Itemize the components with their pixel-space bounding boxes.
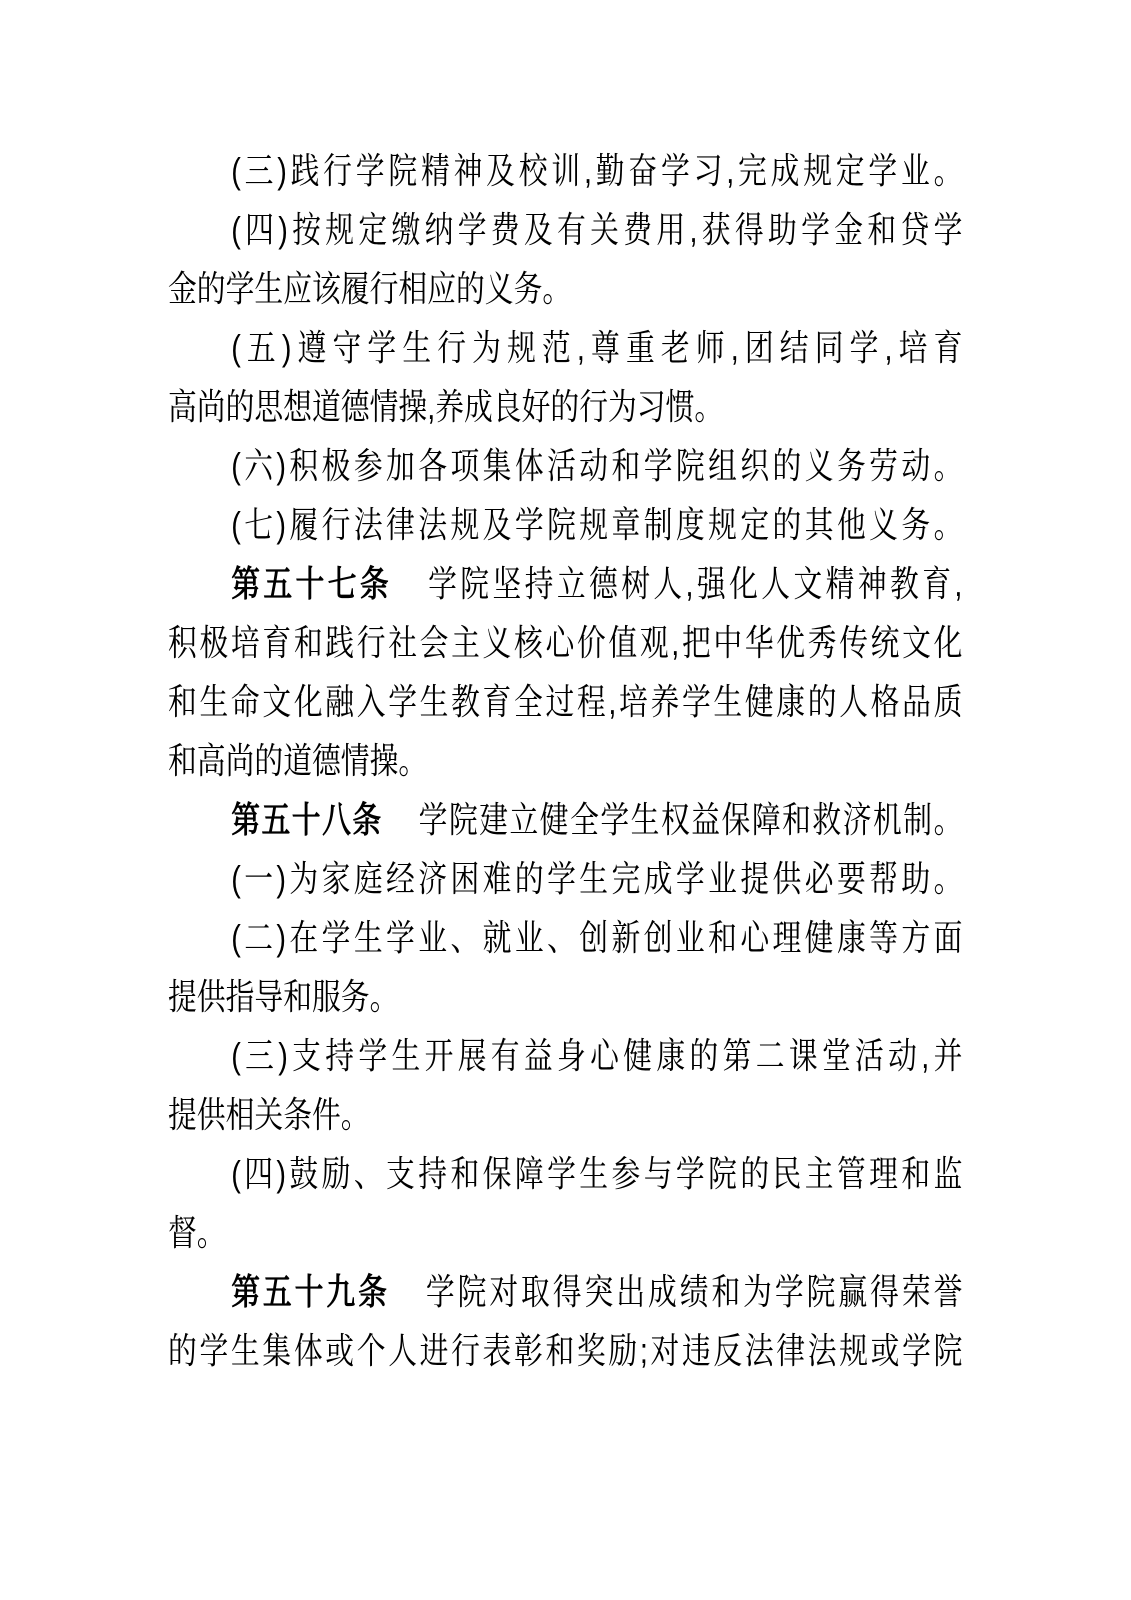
- line-text: (七)履行法律法规及学院规章制度规定的其他义务。: [231, 504, 963, 545]
- line-text: 金的学生应该履行相应的义务。: [168, 268, 572, 309]
- line-text: 提供相关条件。: [168, 1094, 370, 1135]
- line-text: (四)鼓励、支持和保障学生参与学院的民主管理和监: [231, 1153, 963, 1194]
- text-line-article-59: [168, 1262, 962, 1321]
- text-line: [168, 967, 962, 1026]
- text-line: [168, 1321, 962, 1380]
- line-text: 学院坚持立德树人,强化人文精神教育,: [428, 563, 963, 604]
- text-line: [168, 436, 962, 495]
- text-line-article-58: [168, 790, 962, 849]
- document-text-block: [168, 141, 962, 1380]
- article-number: 第五十九条: [231, 1271, 390, 1312]
- line-text: 学院对取得突出成绩和为学院赢得荣誉: [425, 1271, 963, 1312]
- text-line: [168, 495, 962, 554]
- text-line: [168, 908, 962, 967]
- line-text: 积极培育和践行社会主义核心价值观,把中华优秀传统文化: [168, 622, 963, 663]
- line-text: (六)积极参加各项集体活动和学院组织的义务劳动。: [231, 445, 963, 486]
- line-text: (一)为家庭经济困难的学生完成学业提供必要帮助。: [231, 858, 963, 899]
- line-text: (三)支持学生开展有益身心健康的第二课堂活动,并: [231, 1035, 963, 1076]
- text-line: [168, 1203, 962, 1262]
- text-line: [168, 1085, 962, 1144]
- line-text: 学院建立健全学生权益保障和救济机制。: [418, 799, 963, 840]
- line-text: (三)践行学院精神及校训,勤奋学习,完成规定学业。: [231, 150, 963, 191]
- text-line: [168, 1144, 962, 1203]
- article-number: 第五十七条: [231, 563, 393, 604]
- line-text: (五)遵守学生行为规范,尊重老师,团结同学,培育: [231, 327, 963, 368]
- line-text: 和生命文化融入学生教育全过程,培养学生健康的人格品质: [168, 681, 963, 722]
- line-text: 高尚的思想道德情操,养成良好的行为习惯。: [168, 386, 724, 427]
- line-text: 和高尚的道德情操。: [168, 740, 428, 781]
- text-line: [168, 613, 962, 672]
- text-line: [168, 200, 962, 259]
- line-text: (四)按规定缴纳学费及有关费用,获得助学金和贷学: [231, 209, 963, 250]
- text-line: [168, 849, 962, 908]
- text-line-article-57: [168, 554, 962, 613]
- text-line: [168, 318, 962, 377]
- text-line: [168, 1026, 962, 1085]
- line-text: (二)在学生学业、就业、创新创业和心理健康等方面: [231, 917, 963, 958]
- text-line: [168, 377, 962, 436]
- text-line: [168, 259, 962, 318]
- line-text: 的学生集体或个人进行表彰和奖励;对违反法律法规或学院: [168, 1330, 963, 1371]
- text-line: [168, 141, 962, 200]
- text-line: [168, 731, 962, 790]
- text-line: [168, 672, 962, 731]
- article-number: 第五十八条: [231, 799, 383, 840]
- line-text: 督。: [168, 1212, 226, 1253]
- line-text: 提供指导和服务。: [168, 976, 399, 1017]
